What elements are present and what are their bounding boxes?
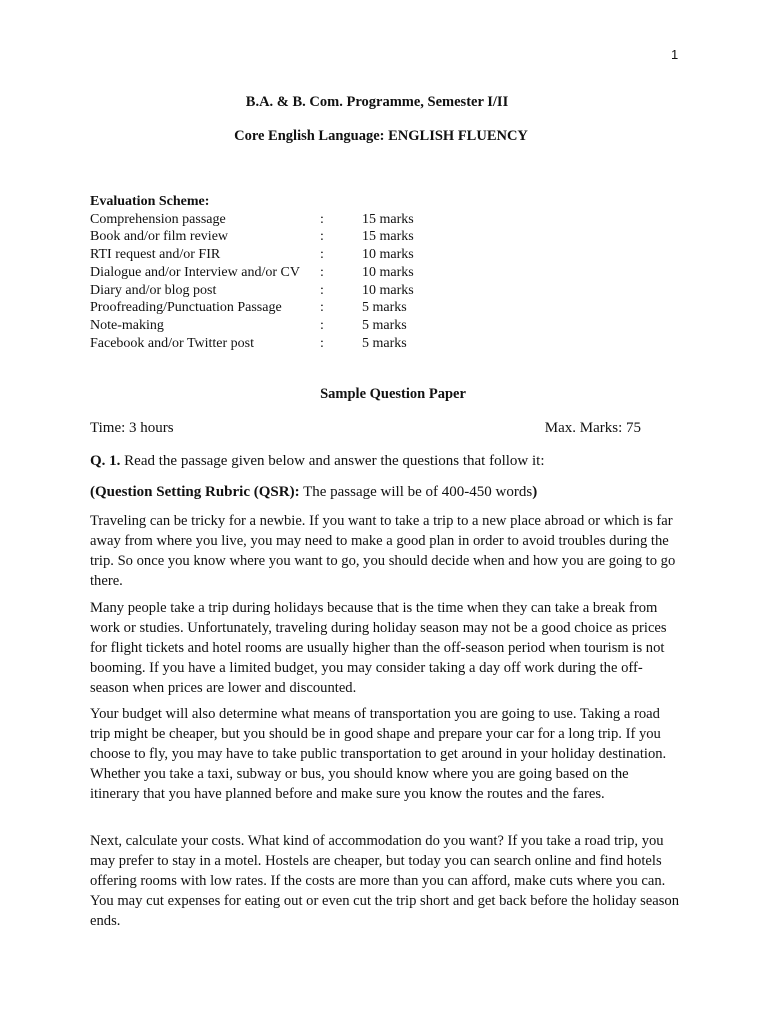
passage-paragraph: Many people take a trip during holidays because that is the time when they can take a break from work or studies. Unfortunately, traveling during holiday season may not be a good choice as prices for flight tickets and hotel rooms are usually higher than the off-season period when tourism is not booming. If you have a limited budget, you may consider taking a day off work during the off-season when prices are lower and discounted. (90, 600, 667, 696)
course-heading: Core English Language: ENGLISH FLUENCY (234, 128, 528, 144)
evaluation-item: Dialogue and/or Interview and/or CV (90, 264, 300, 280)
evaluation-marks: 10 marks (362, 247, 414, 263)
programme-heading: B.A. & B. Com. Programme, Semester I/II (245, 94, 509, 110)
question-one (90, 453, 545, 470)
evaluation-separator: : (320, 247, 324, 263)
evaluation-item: Comprehension passage (90, 211, 226, 227)
passage-paragraph: Your budget will also determine what means of transportation you are going to use. Taking a road trip might be cheaper, but you should be in good shape and prepare your car for a long trip. If you choose to fly, you may have to take public transportation to get around in your holiday destination. Whether you take a taxi, subway or bus, you should know where you are going based on the itinerary that you have planned before and make sure you know the routes and the fares. (90, 706, 667, 802)
evaluation-separator: : (320, 229, 324, 245)
evaluation-item: Proofreading/Punctuation Passage (90, 300, 282, 316)
evaluation-separator: : (320, 300, 324, 316)
evaluation-item: Diary and/or blog post (90, 282, 217, 298)
evaluation-separator: : (320, 317, 324, 333)
evaluation-separator: : (320, 211, 324, 227)
evaluation-row (90, 211, 462, 229)
evaluation-item: RTI request and/or FIR (90, 247, 221, 263)
question-rubric (90, 484, 537, 501)
question-number: Q. 1. (90, 453, 121, 469)
evaluation-separator: : (320, 264, 324, 280)
evaluation-scheme (90, 193, 462, 352)
page-number: 1 (671, 47, 679, 62)
sample-paper-title: Sample Question Paper (320, 386, 466, 402)
evaluation-marks: 15 marks (362, 211, 414, 227)
evaluation-row (90, 317, 462, 335)
evaluation-marks: 5 marks (362, 300, 407, 316)
evaluation-separator: : (320, 335, 324, 351)
rubric-close: ) (532, 484, 538, 500)
evaluation-row (90, 282, 462, 300)
rubric-text: The passage will be of 400-450 words (299, 484, 533, 500)
evaluation-row (90, 264, 462, 282)
max-marks: Max. Marks: 75 (544, 420, 641, 436)
evaluation-row (90, 299, 462, 317)
question-text: Read the passage given below and answer the questions that follow it: (120, 453, 545, 469)
evaluation-item: Note-making (90, 317, 164, 333)
evaluation-row (90, 246, 462, 264)
evaluation-separator: : (320, 282, 324, 298)
evaluation-marks: 5 marks (362, 317, 407, 333)
time-marks-row (90, 420, 641, 437)
evaluation-item: Book and/or film review (90, 229, 229, 245)
time-allowed: Time: 3 hours (90, 420, 174, 436)
evaluation-marks: 5 marks (362, 335, 407, 351)
evaluation-marks: 10 marks (362, 264, 414, 280)
rubric-label: (Question Setting Rubric (QSR): (90, 484, 300, 500)
evaluation-marks: 10 marks (362, 282, 414, 298)
evaluation-row (90, 335, 462, 353)
passage-paragraph: Traveling can be tricky for a newbie. If you want to take a trip to a new place abroad or which is far away from where you live, you may need to make a good plan in order to avoid troubles during the trip. So once you know where you want to go, you should decide when and how you are going to go there. (90, 513, 676, 589)
evaluation-item: Facebook and/or Twitter post (90, 335, 255, 351)
passage-paragraph: Next, calculate your costs. What kind of accommodation do you want? If you take a road trip, you may prefer to stay in a motel. Hostels are cheaper, but today you can search online and find hotels offering rooms with low rates. If the costs are more than you can afford, make cuts where you can. You may cut expenses for eating out or even cut the trip short and get back before the holiday season ends. (90, 833, 679, 929)
evaluation-row (90, 228, 462, 246)
evaluation-marks: 15 marks (362, 229, 414, 245)
evaluation-title: Evaluation Scheme: (90, 194, 210, 209)
